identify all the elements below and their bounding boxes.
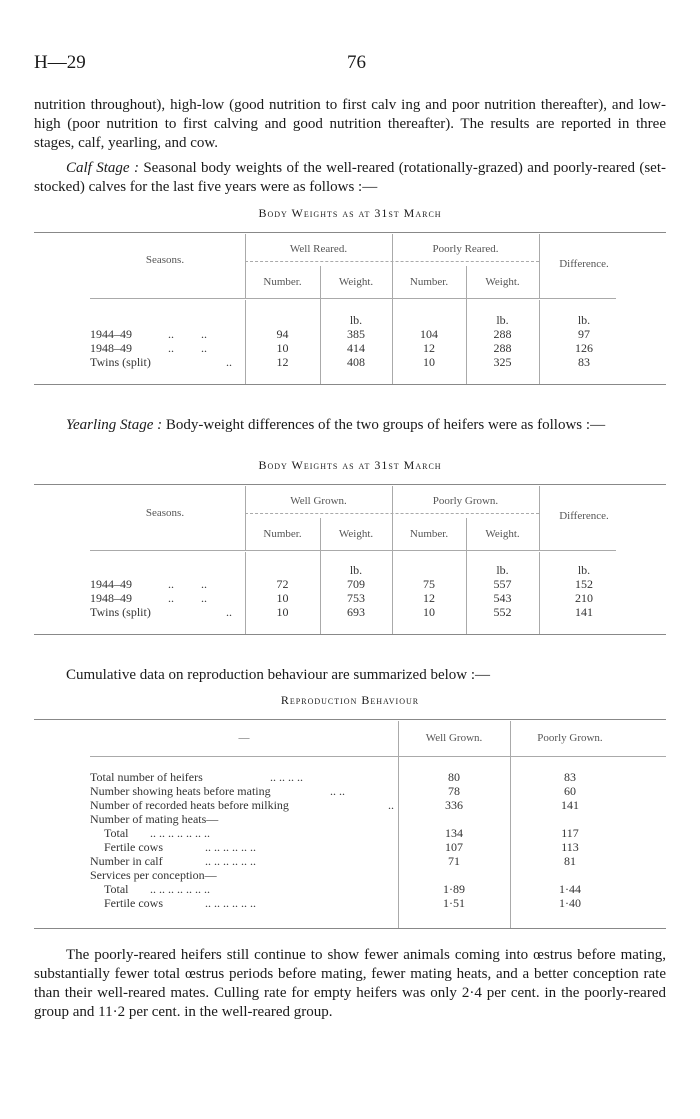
reproduction-table-title: Reproduction Behaviour (280, 693, 420, 707)
table-cell: 117 (561, 826, 579, 840)
unit-label: lb. (496, 313, 509, 327)
col-label: — (238, 732, 250, 744)
row-label: Services per conception— (90, 868, 217, 882)
yearling-stage-text: Body-weight differences of the two groups of heifers were as follows :— (162, 417, 606, 433)
unit-label: lb. (349, 563, 363, 577)
table-cell: 10 (423, 605, 435, 619)
table-cell: 72 (276, 577, 289, 591)
intro-paragraph: nutrition throughout), high-low (good nutrition to first calv ing and poor nutrition thereafter), and low-high (poor nutrition to first calving and good nutrition thereafter). The results are reported in three stages, calf, yearling, and cow. (34, 97, 666, 151)
page-number: 76 (347, 52, 366, 73)
table-cell: 60 (564, 784, 576, 798)
unit-label: lb. (577, 313, 591, 327)
report-code: H—29 (34, 52, 86, 73)
page-header (34, 52, 666, 74)
col-group-poor: Poorly Reared. (432, 243, 499, 255)
col-weight: Weight. (338, 528, 374, 540)
col-number: Number. (263, 528, 302, 540)
col-difference: Difference. (559, 258, 609, 270)
table-cell: 543 (493, 591, 512, 605)
row-leader: .. .. .. .. .. .. .. (150, 882, 210, 896)
table-cell: 83 (578, 355, 590, 369)
col-seasons: Seasons. (145, 254, 185, 266)
table-row-season: 1944–49 (90, 577, 132, 591)
row-label: Total (104, 882, 129, 896)
row-label: Number of mating heats— (90, 812, 219, 826)
table-cell: 113 (561, 840, 579, 854)
row-label: Number of recorded heats before milking (90, 798, 289, 812)
col-number: Number. (409, 528, 449, 540)
table-row-season: 1944–49 (90, 327, 132, 341)
row-leader: .. .. .. .. .. .. (205, 896, 256, 910)
yearling-stage-paragraph (34, 416, 666, 435)
table-cell: 104 (420, 327, 438, 341)
table-row-season: 1948–49 (90, 341, 132, 355)
table-cell: 10 (276, 341, 289, 355)
unit-label: lb. (577, 563, 591, 577)
table-row-season: 1948–49 (90, 591, 132, 605)
calf-stage-lead: Calf Stage : (66, 160, 139, 176)
table-row-season: Twins (split) (90, 355, 151, 369)
table-cell: 753 (347, 591, 365, 605)
table-cell: 10 (423, 355, 435, 369)
col-difference: Difference. (559, 510, 609, 522)
table-cell: 408 (347, 355, 365, 369)
table-cell: 12 (276, 355, 289, 369)
yearling-table-title: Body Weights as at 31st March (258, 458, 442, 472)
row-label: Number showing heats before mating (90, 784, 271, 798)
table-cell: 10 (276, 605, 289, 619)
row-label: Fertile cows (104, 840, 163, 854)
table-cell: 80 (448, 770, 460, 784)
calf-stage-text: Seasonal body weights of the well-reared (rotationally-grazed) and poorly-reared (set-stocked) calves for the last five years were as follows :— (34, 160, 666, 195)
calf-stage-paragraph (34, 159, 666, 197)
row-label: Fertile cows (104, 896, 163, 910)
col-weight: Weight. (485, 276, 520, 288)
table-cell: 12 (423, 341, 435, 355)
table-cell: 81 (564, 854, 576, 868)
table-cell: 152 (575, 577, 593, 591)
row-label: Number in calf (90, 854, 163, 868)
row-label: Total (104, 826, 129, 840)
table-cell: 288 (493, 341, 512, 355)
col-group-well: Well Reared. (289, 243, 348, 255)
row-label: Total number of heifers (90, 770, 203, 784)
col-weight: Weight. (485, 528, 520, 540)
table-cell: 414 (347, 341, 365, 355)
table-cell: 12 (423, 591, 435, 605)
row-leader: .. (388, 798, 394, 812)
row-leader: .. .. (330, 784, 345, 798)
table-cell: 385 (347, 327, 365, 341)
row-leader: .. .. .. .. .. .. (205, 840, 256, 854)
table-row-season: Twins (split) (90, 605, 151, 619)
row-leader: .. .. .. .. .. .. (205, 854, 256, 868)
table-cell: 336 (445, 798, 463, 812)
table-cell: 94 (276, 327, 289, 341)
table-cell: 1·44 (559, 882, 581, 896)
col-group-well: Well Grown. (290, 495, 347, 507)
table-cell: 107 (445, 840, 463, 854)
table-cell: 141 (575, 605, 593, 619)
table-cell: 78 (448, 784, 460, 798)
col-seasons: Seasons. (145, 507, 185, 519)
table-cell: 83 (564, 770, 576, 784)
table-cell: 552 (493, 605, 512, 619)
col-poorly-grown: Poorly Grown. (537, 732, 603, 744)
table-cell: 325 (493, 355, 512, 369)
table-cell: 10 (276, 591, 289, 605)
table-cell: 709 (347, 577, 365, 591)
table-cell: 557 (493, 577, 512, 591)
table-cell: 71 (448, 854, 460, 868)
table-cell: 75 (423, 577, 435, 591)
unit-label: lb. (349, 313, 363, 327)
table-cell: 97 (578, 327, 590, 341)
conclusion-paragraph: The poorly-reared heifers still continue to show fewer animals coming into œstrus before mating, substantially fewer total œstrus periods before mating, fewer mating heats, and a better conception rate than their well-reared mates. Culling rate for empty heifers was only 2·4 per cent. in the poorly-reared group and 11·2 per cent. in the well-reared group. (34, 947, 666, 1020)
table-cell: 210 (575, 591, 593, 605)
table-cell: 1·40 (559, 896, 581, 910)
table-cell: 288 (493, 327, 512, 341)
table-cell: 134 (445, 826, 463, 840)
table-cell: 1·51 (443, 896, 465, 910)
unit-label: lb. (496, 563, 509, 577)
table-cell: 1·89 (443, 882, 465, 896)
calf-table-title: Body Weights as at 31st March (258, 206, 442, 220)
col-well-grown: Well Grown. (425, 732, 483, 744)
col-group-poor: Poorly Grown. (432, 495, 499, 507)
col-number: Number. (409, 276, 449, 288)
table-cell: 126 (575, 341, 593, 355)
col-number: Number. (263, 276, 302, 288)
yearling-stage-lead: Yearling Stage : (66, 417, 163, 433)
table-cell: 693 (347, 605, 365, 619)
col-weight: Weight. (338, 276, 374, 288)
row-leader: .. .. .. .. (270, 770, 303, 784)
reproduction-intro: Cumulative data on reproduction behaviour are summarized below :— (66, 667, 491, 683)
row-leader: .. .. .. .. .. .. .. (150, 826, 210, 840)
table-cell: 141 (561, 798, 579, 812)
